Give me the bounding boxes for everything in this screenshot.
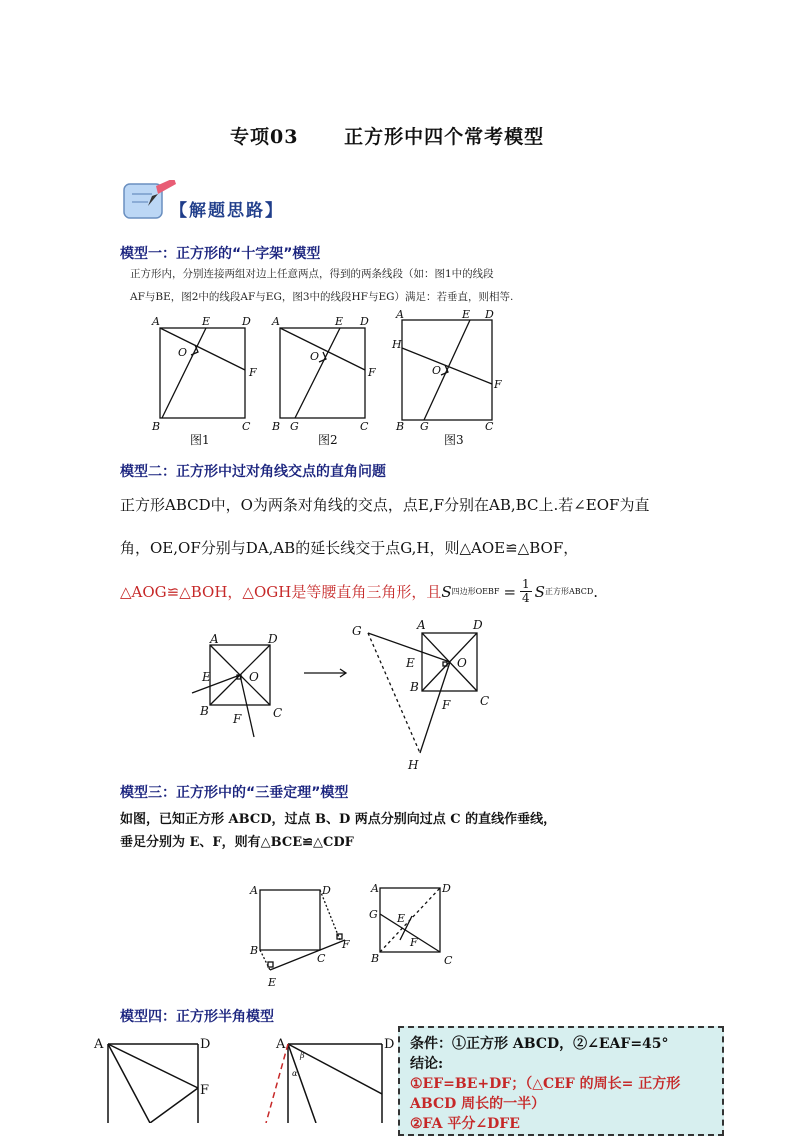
fig2-square <box>280 328 365 418</box>
fig3r-label-g: G <box>369 908 378 921</box>
model3-heading: 模型三：正方形中的“三垂定理”模型 <box>120 785 349 801</box>
fig2-label-o: O <box>310 350 320 363</box>
model2-text-3a: △AOG≌△BOH，△OGH是等腰直角三角形，且 <box>120 583 442 601</box>
fig1-caption: 图1 <box>190 433 210 447</box>
fig3-label-b: B <box>396 420 405 433</box>
fig3l-line-ef <box>270 940 345 970</box>
fig2-label-g: G <box>290 420 299 433</box>
fig3-caption: 图3 <box>444 433 464 447</box>
fig2-label-d: D <box>360 315 369 328</box>
box-conclusion-1: ①EF=BE+DF；（△CEF 的周长= 正方形 <box>410 1076 681 1092</box>
box-conclusion-label: 结论: <box>410 1056 444 1072</box>
model3-text-2: 垂足分别为 E、F，则有△BCE≌△CDF <box>120 835 354 850</box>
fraction-denominator: 4 <box>522 591 530 605</box>
fig3r-label-d: D <box>442 882 451 895</box>
fig3r-label-e: E <box>397 912 406 925</box>
area-sub-left: 四边形OEBF <box>451 587 500 596</box>
fraction-numerator: 1 <box>522 577 530 591</box>
fig2r-label-b: B <box>410 680 419 694</box>
fig4l-label-f: F <box>200 1083 210 1098</box>
fig4r-angle-beta: β <box>300 1051 305 1060</box>
fig4r-label-a: A <box>276 1037 286 1052</box>
area-symbol-left: S <box>441 582 452 601</box>
fig3l-label-c: C <box>317 952 326 965</box>
fig2l-label-b: B <box>200 704 209 718</box>
page-title: 专项03 正方形中四个常考模型 <box>230 126 545 148</box>
fig4l-label-d: D <box>200 1037 211 1052</box>
fig2r-label-a: A <box>417 618 426 632</box>
fig2l-label-o: O <box>249 670 259 684</box>
fig3l-label-a: A <box>250 884 258 897</box>
fig2r-label-h: H <box>408 758 419 772</box>
fig2-label-f: F <box>368 366 376 379</box>
model1-text-1: 正方形内，分别连接两组对边上任意两点，得到的两条线段（如：图1中的线段 <box>130 268 494 280</box>
fig3l-square <box>260 890 320 950</box>
fig-right-right-angle <box>443 662 447 666</box>
fig3-label-e: E <box>462 308 471 321</box>
fig4l-line-ae <box>108 1044 150 1123</box>
fig2-caption: 图2 <box>318 433 338 447</box>
box-conclusion-2: ②FA 平分∠DFE <box>410 1116 520 1132</box>
fraction <box>520 578 532 605</box>
fig2-label-b: B <box>272 420 281 433</box>
model4-condition-box <box>398 1026 724 1136</box>
fig1-label-b: B <box>152 420 161 433</box>
fig2r-label-g: G <box>352 624 362 638</box>
fig2-label-e: E <box>335 315 344 328</box>
equals-sign: = <box>503 582 517 601</box>
fig4r-rotated-line <box>266 1044 288 1123</box>
model1-heading: 模型一：正方形的“十字架”模型 <box>120 246 321 262</box>
fig2l-label-a: A <box>210 632 219 646</box>
fig2-label-c: C <box>360 420 369 433</box>
area-sub-right: 正方形ABCD <box>544 587 594 596</box>
model3-figures <box>240 870 480 995</box>
fig2-segment-eg <box>295 328 340 418</box>
fig2l-label-e: E <box>202 670 211 684</box>
sentence-end: . <box>593 582 599 601</box>
fig1-label-a: A <box>152 315 160 328</box>
fig3r-label-c: C <box>444 954 453 967</box>
fig3-label-c: C <box>485 420 494 433</box>
model1-figures <box>140 308 520 448</box>
fig1-label-d: D <box>242 315 251 328</box>
fig2r-label-d: D <box>473 618 483 632</box>
model2-heading: 模型二：正方形中过对角线交点的直角问题 <box>120 464 386 480</box>
fig3-label-g: G <box>420 420 429 433</box>
model1-text-2: AF与BE，图2中的线段AF与EG，图3中的线段HF与EG）满足：若垂直，则相等. <box>130 291 514 303</box>
model4-figures <box>90 1032 400 1123</box>
fig2r-label-c: C <box>480 694 490 708</box>
fig-left-line-of <box>240 675 254 737</box>
fig2-right-angle <box>319 352 326 362</box>
model2-text-3 <box>120 578 598 605</box>
solution-idea-title: 【解题思路】 <box>170 201 284 221</box>
fig2l-label-f: F <box>233 712 242 726</box>
fig2l-label-c: C <box>273 706 283 720</box>
fig4r-angle-alpha: α <box>292 1069 298 1078</box>
fig1-square <box>160 328 245 418</box>
fig1-label-c: C <box>242 420 251 433</box>
fig3-label-h: H <box>392 338 402 351</box>
fig2-label-a: A <box>272 315 280 328</box>
box-condition: 条件：①正方形 ABCD，②∠EAF=45° <box>410 1036 669 1052</box>
fig2r-label-e: E <box>406 656 415 670</box>
fig3l-label-d: D <box>322 884 331 897</box>
fig4r-label-d: D <box>384 1037 395 1052</box>
fig1-label-o: O <box>178 346 188 359</box>
pencil-icon <box>124 180 176 218</box>
fig3l-line-df <box>320 890 340 940</box>
fig1-label-e: E <box>202 315 211 328</box>
fig3l-label-b: B <box>250 944 259 957</box>
fig3r-label-a: A <box>371 882 379 895</box>
fig2r-label-f: F <box>442 698 451 712</box>
fig2l-label-d: D <box>268 632 278 646</box>
fig2r-label-o: O <box>457 656 467 670</box>
fig1-label-f: F <box>249 366 257 379</box>
model2-figures <box>180 615 520 775</box>
fig4l-line-af <box>108 1044 198 1088</box>
fig4l-line-ef <box>150 1088 198 1123</box>
fig1-segment-be <box>162 328 206 418</box>
fig3-label-d: D <box>485 308 494 321</box>
fig3-label-o: O <box>432 364 442 377</box>
fig3-label-a: A <box>396 308 404 321</box>
fig4l-label-a: A <box>94 1037 104 1052</box>
fig3l-right-angle-e <box>268 962 273 967</box>
fig3l-label-f: F <box>342 938 350 951</box>
area-symbol-right: S <box>534 582 545 601</box>
fig3r-label-f: F <box>410 936 418 949</box>
fig3-label-f: F <box>494 378 502 391</box>
fig3l-label-e: E <box>268 976 277 989</box>
model2-text-2: 角，OE,OF分别与DA,AB的延长线交于点G,H，则△AOE≌△BOF， <box>120 539 579 557</box>
model2-text-1: 正方形ABCD中，O为两条对角线的交点，点E,F分别在AB,BC上.若∠EOF为直 <box>120 496 650 514</box>
fig3r-label-b: B <box>371 952 380 965</box>
model3-text-1: 如图，已知正方形 ABCD，过点 B、D 两点分别向过点 C 的直线作垂线， <box>120 812 557 827</box>
fig3-segment-hf <box>402 348 492 384</box>
box-conclusion-1b: ABCD 周长的一半） <box>410 1096 546 1112</box>
fig-left-right-angle <box>237 675 241 679</box>
model4-heading: 模型四：正方形半角模型 <box>120 1009 274 1025</box>
fig-left-line-oe <box>192 675 240 693</box>
